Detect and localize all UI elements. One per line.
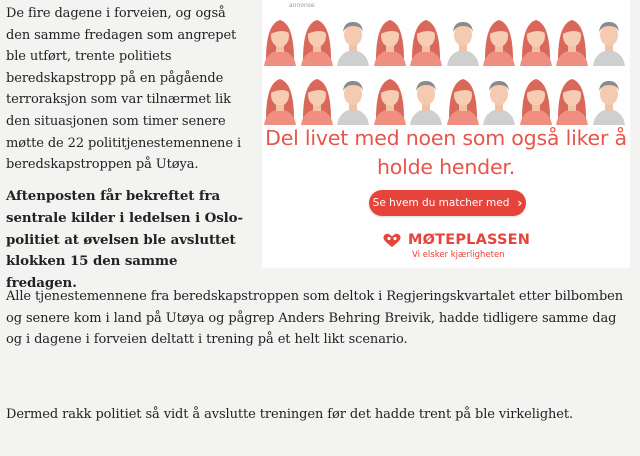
match-cta-button[interactable]: [369, 190, 526, 216]
brand-tagline: Vi elsker kjærligheten: [412, 250, 505, 260]
cta-label: Se hvem du matcher med: [372, 197, 510, 209]
advertisement-banner[interactable]: [262, 0, 630, 268]
woman-face-icon: [262, 69, 298, 125]
man-face-icon: [445, 10, 481, 66]
woman-face-icon: [372, 69, 408, 125]
woman-face-icon: [299, 69, 335, 125]
woman-face-icon: [408, 10, 444, 66]
article-paragraph-bold: Aftenposten får bekreftet fra sentrale kilder i ledelsen i Oslo-politiet at øvelsen ble avsluttet klokken 15 den samme fredagen.: [6, 188, 243, 292]
woman-face-icon: [262, 10, 298, 66]
man-face-icon: [335, 10, 371, 66]
man-face-icon: [591, 69, 627, 125]
man-face-icon: [591, 10, 627, 66]
woman-face-icon: [445, 69, 481, 125]
face-row: [262, 10, 630, 66]
chevron-right-icon: ›: [517, 196, 523, 210]
woman-face-icon: [554, 10, 590, 66]
woman-face-icon: [518, 10, 554, 66]
heart-logo-icon: [382, 232, 402, 248]
article-paragraph: Dermed rakk politiet så vidt å avslutte treningen før det hadde trent på ble virkelighet.: [6, 407, 574, 422]
woman-face-icon: [299, 10, 335, 66]
man-face-icon: [335, 69, 371, 125]
face-row: [262, 69, 630, 125]
man-face-icon: [408, 69, 444, 125]
man-face-icon: [481, 69, 517, 125]
article-paragraph: Alle tjenestemennene fra beredskapstroppen som deltok i Regjeringskvartalet etter bilbomben og senere kom i land på Utøya og pågrep Anders Behring Breivik, hadde tidligere samme dag og i dagene i forveien deltatt i trening på et helt likt scenario.: [6, 289, 624, 348]
ad-label: annonse: [289, 2, 315, 9]
brand-logo[interactable]: [382, 232, 530, 248]
woman-face-icon: [518, 69, 554, 125]
woman-face-icon: [554, 69, 590, 125]
ad-headline: Del livet med noen som også liker å holde hender.: [265, 126, 627, 179]
woman-face-icon: [372, 10, 408, 66]
brand-name: MØTEPLASSEN: [408, 232, 531, 248]
article-paragraph: De fire dagene i forveien, og også den samme fredagen som angrepet ble utført, trente politiets beredskapstropp på en pågående terroraksjon som var tilnærmet lik den situasjonen som timer senere møtte de 22 polititjenestemennene i beredskapstroppen på Utøya.: [6, 6, 242, 173]
woman-face-icon: [481, 10, 517, 66]
